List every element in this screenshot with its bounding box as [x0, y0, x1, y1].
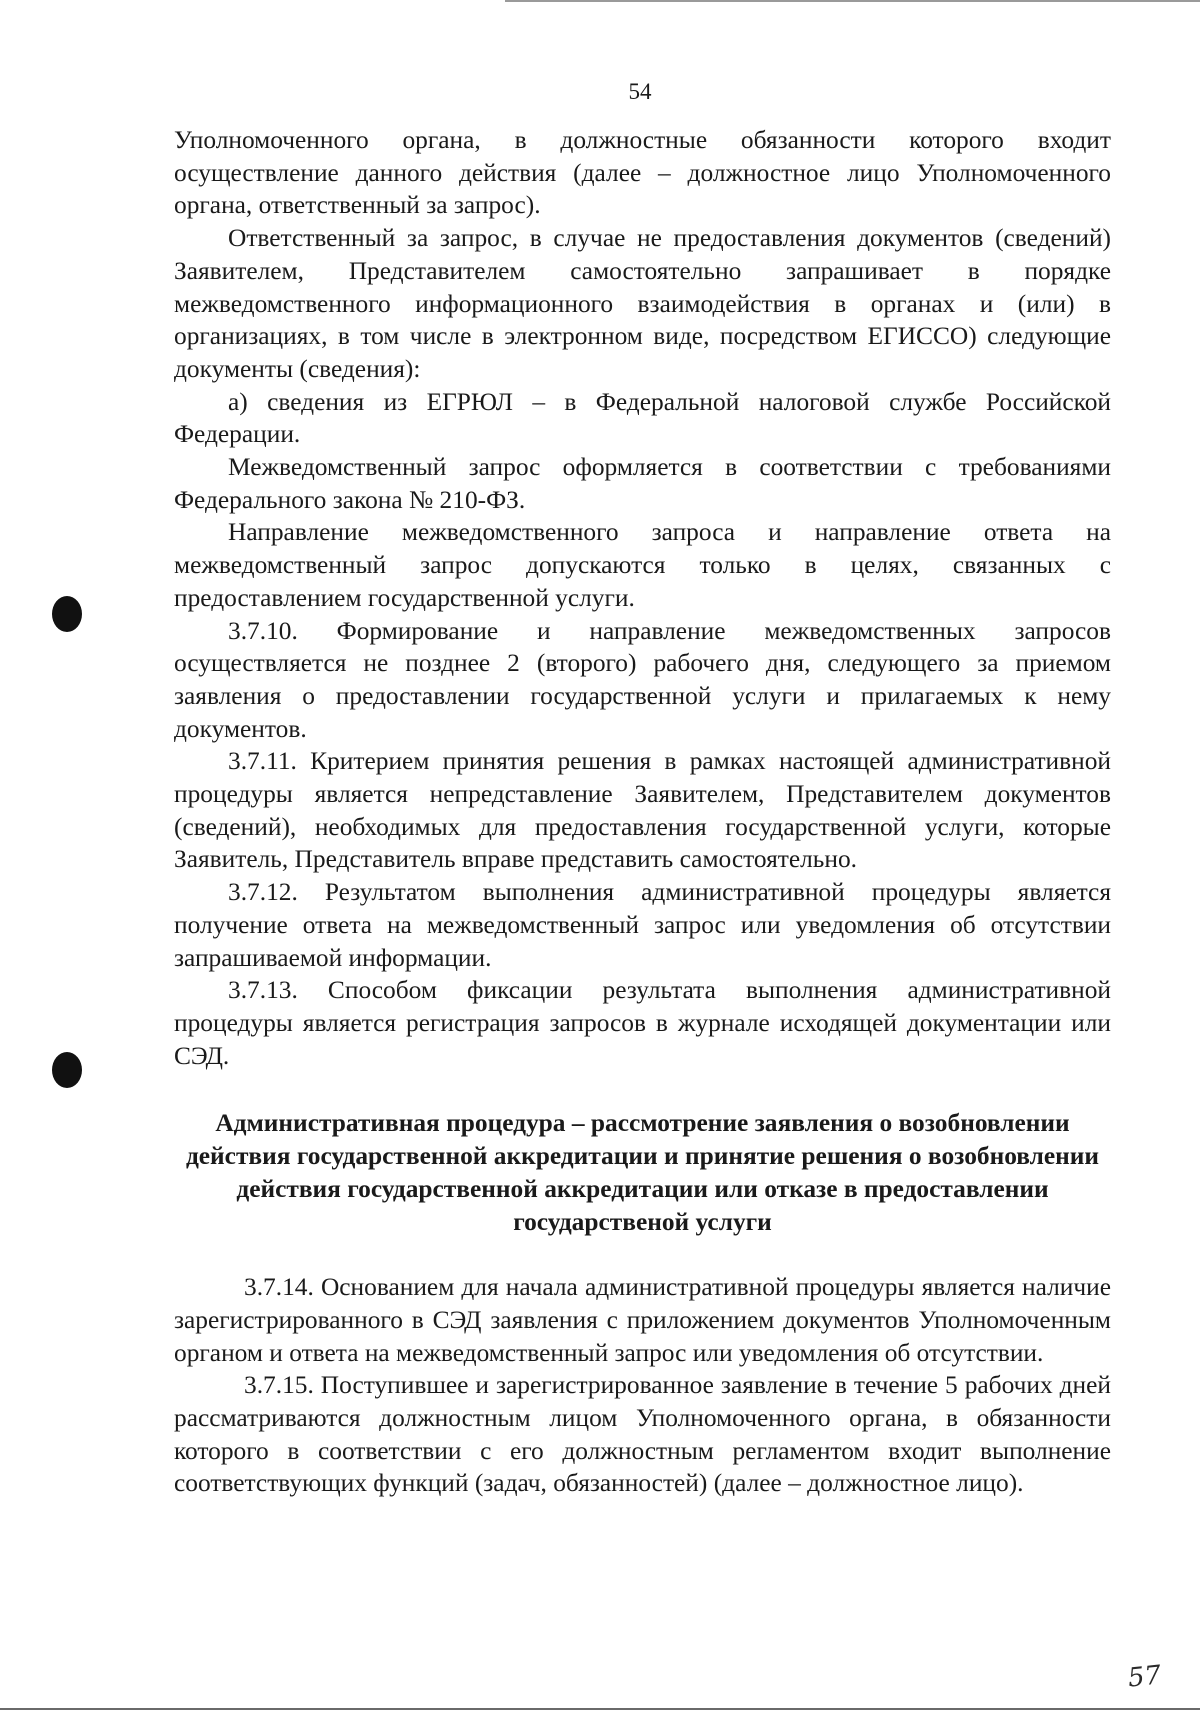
- paragraph: Ответственный за запрос, в случае не предоставления документов (сведений) Заявителем, Представителем самостоятельно запрашивает в порядке межведомственного информационного взаимодействия в органах и (или) в организациях, в том числе в электронном виде, посредством ЕГИССО) следующие документы (сведения):: [174, 224, 1111, 383]
- paragraph: 3.7.12. Результатом выполнения административной процедуры является получение ответа на межведомственный запрос или уведомления об отсутствии запрашиваемой информации.: [174, 878, 1111, 972]
- document-body: [174, 124, 1111, 1500]
- section-heading: Административная процедура – рассмотрение заявления о возобновлении действия государственной аккредитации и принятие решения о возобновлении действия государственной аккредитации или отказе в предоставлении государственой услуги: [185, 1109, 1100, 1236]
- paragraph: 3.7.13. Способом фиксации результата выполнения административной процедуры является регистрация запросов в журнале исходящей документации или СЭД.: [174, 976, 1111, 1070]
- paragraph: 3.7.11. Критерием принятия решения в рамках настоящей административной процедуры является непредставление Заявителем, Представителем документов (сведений), необходимых для предоставления государственной услуги, которые Заявитель, Представитель вправе представить самостоятельно.: [174, 747, 1111, 874]
- paragraph: Направление межведомственного запроса и направление ответа на межведомственный запрос допускаются только в целях, связанных с предоставлением государственной услуги.: [174, 518, 1111, 612]
- paragraph: Межведомственный запрос оформляется в соответствии с требованиями Федерального закона № 210-ФЗ.: [174, 453, 1111, 514]
- paragraph: Уполномоченного органа, в должностные обязанности которого входит осуществление данного действия (далее – должностное лицо Уполномоченного органа, ответственный за запрос).: [174, 126, 1111, 220]
- paragraph: 3.7.10. Формирование и направление межведомственных запросов осуществляется не позднее 2 (второго) рабочего дня, следующего за приемом заявления о предоставлении государственной услуги и прилагаемых к нему документов.: [174, 616, 1111, 743]
- bottom-edge-line: [0, 1708, 1200, 1710]
- page-number: 54: [628, 79, 652, 104]
- paragraph: а) сведения из ЕГРЮЛ – в Федеральной налоговой службе Российской Федерации.: [174, 387, 1111, 449]
- paragraph: 3.7.14. Основанием для начала административной процедуры является наличие зарегистрированного в СЭД заявления с приложением документов Уполномоченным органом и ответа на межведомственный запрос или уведомления об отсутствии.: [174, 1273, 1111, 1367]
- punch-hole: [52, 1052, 82, 1088]
- paragraph: 3.7.15. Поступившее и зарегистрированное заявление в течение 5 рабочих дней рассматриваются должностным лицом Уполномоченного органа, в обязанности которого в соответствии с его должностным регламентом входит выполнение соответствующих функций (задач, обязанностей) (далее – должностное лицо).: [174, 1371, 1111, 1498]
- punch-hole: [52, 596, 82, 632]
- top-edge-line: [505, 0, 1200, 2]
- handwritten-sheet-number: 57: [1126, 1660, 1163, 1694]
